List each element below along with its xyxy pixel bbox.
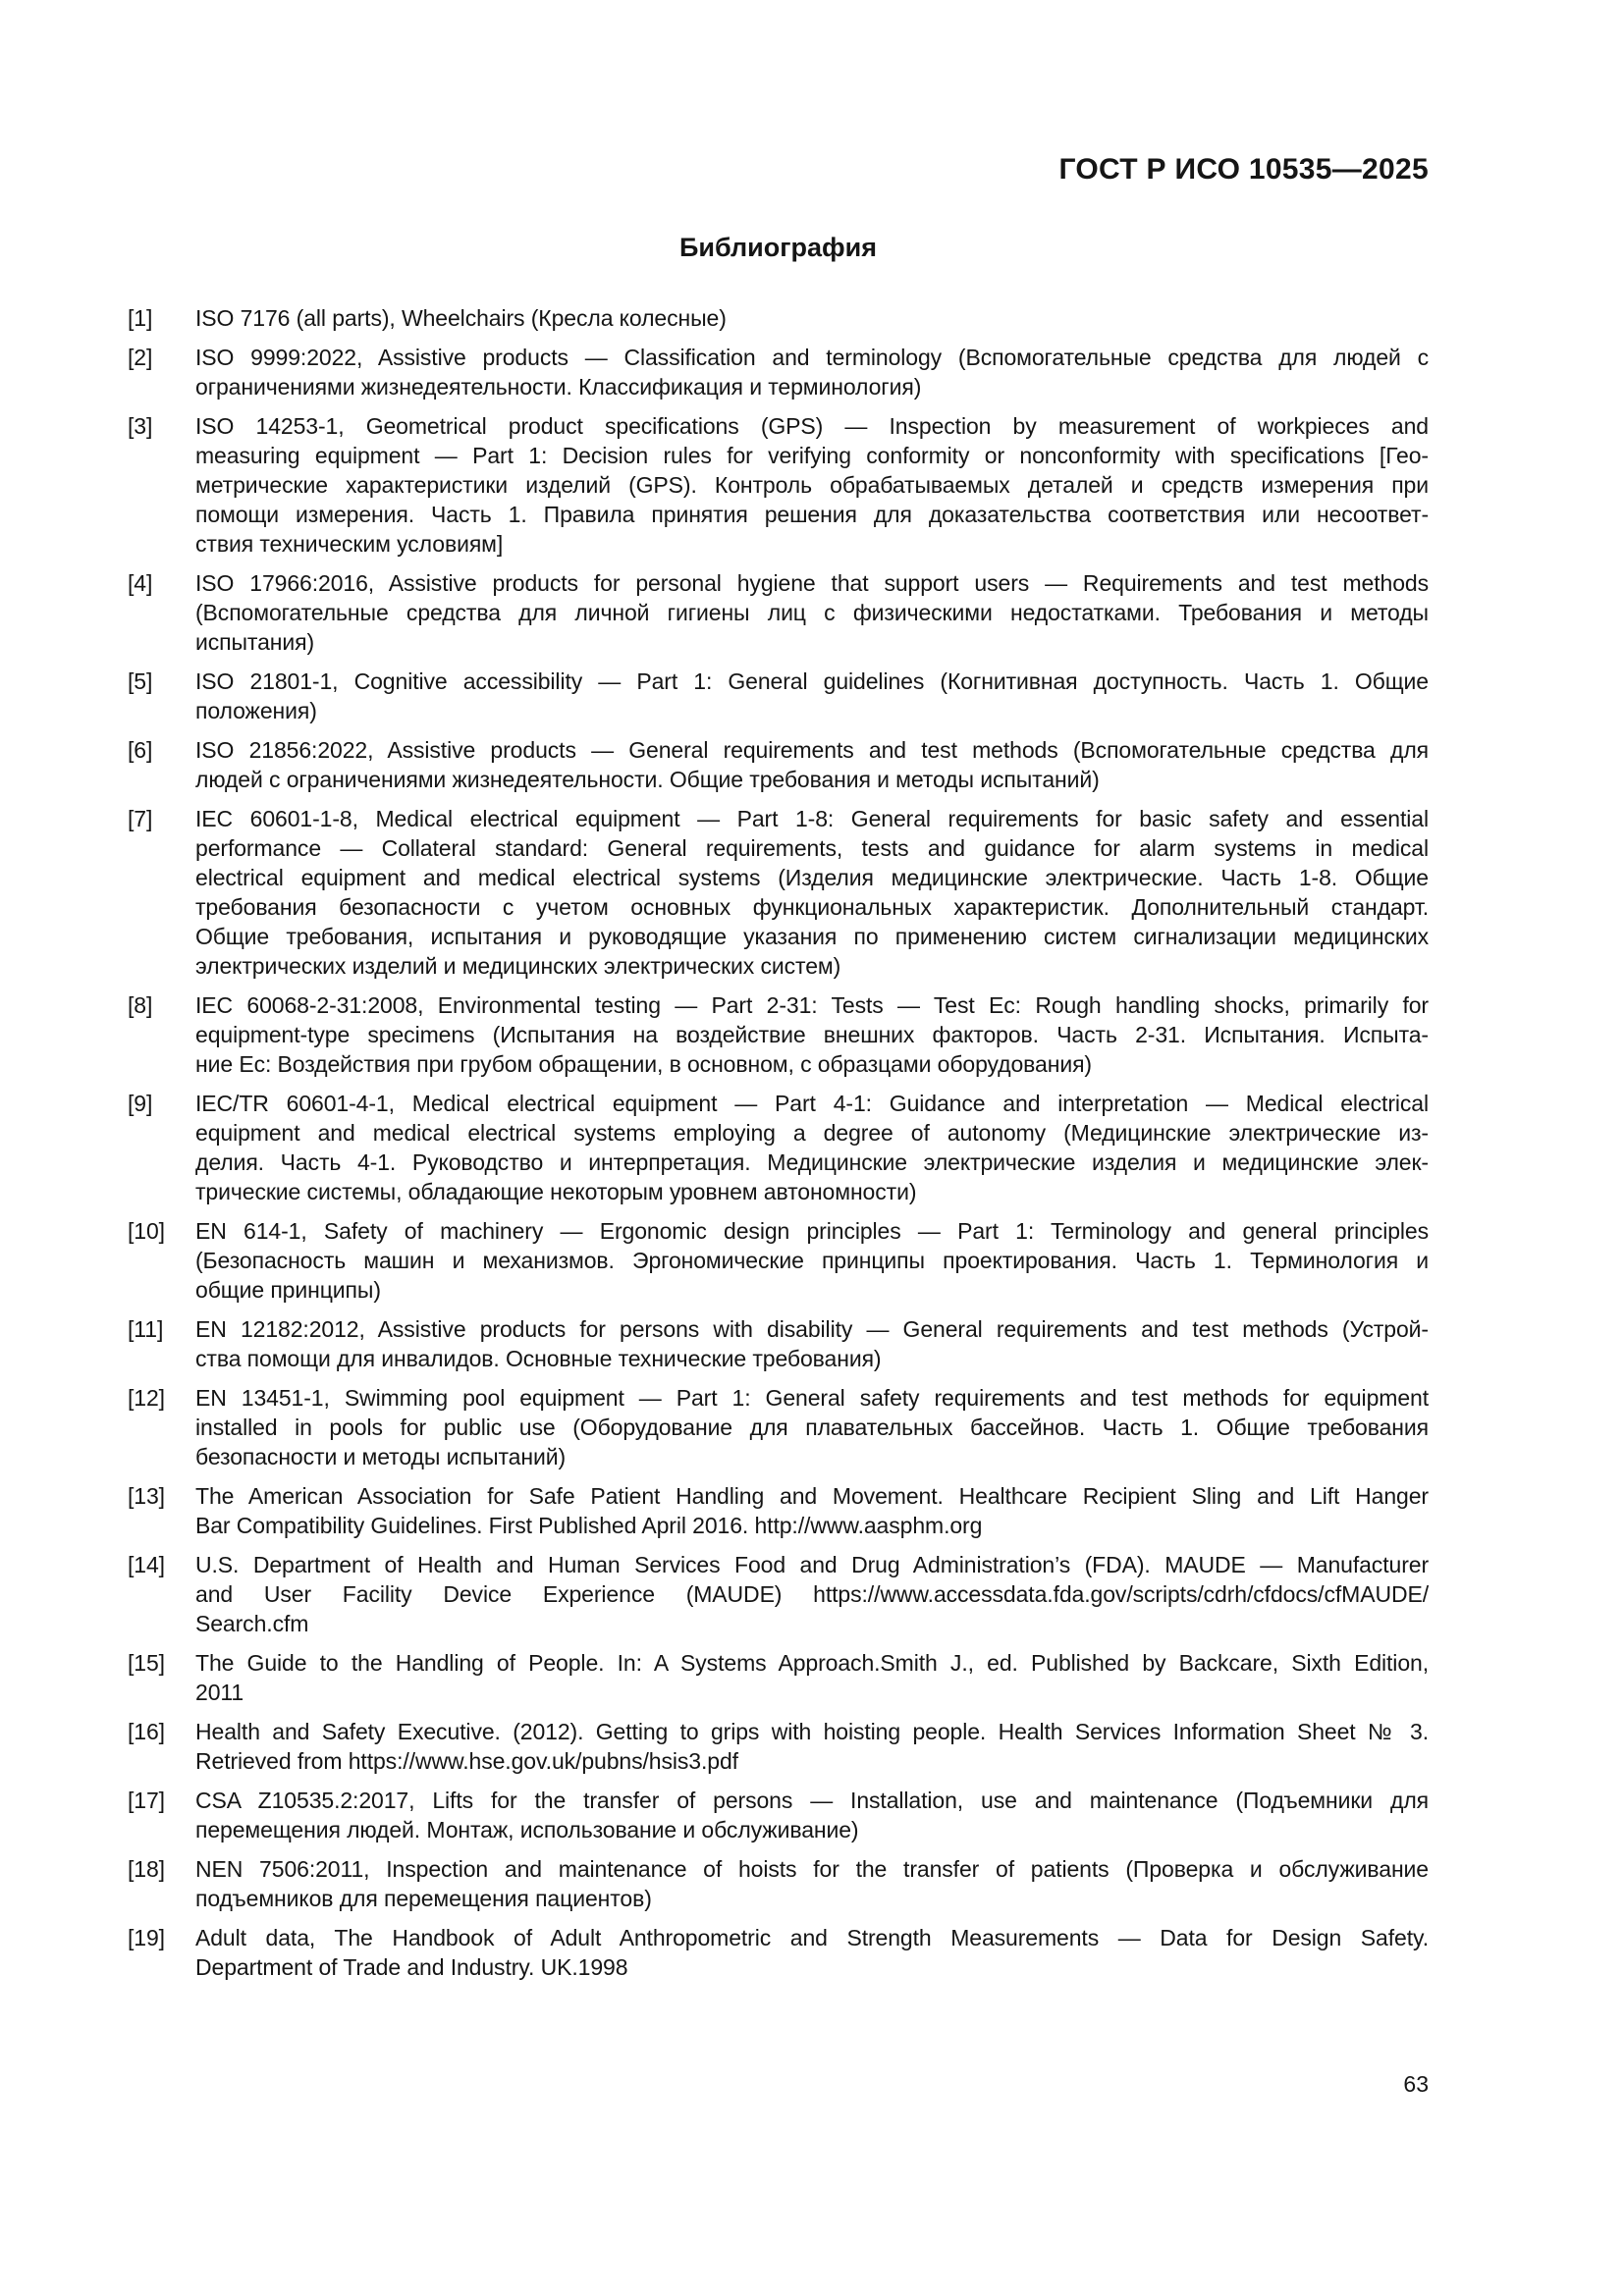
- reference-line: помощи измерения. Часть 1. Правила принятия решения для доказательства соответствия или несоответ-: [195, 502, 1429, 527]
- reference-item: [128, 1786, 1429, 1844]
- reference-item: [128, 990, 1429, 1079]
- reference-line: Health and Safety Executive. (2012). Getting to grips with hoisting people. Health Services Information Sheet № 3.: [195, 1719, 1429, 1744]
- reference-line: ние Ec: Воздействия при грубом обращении, в основном, с образцами оборудования): [195, 1051, 1092, 1077]
- reference-lines: [195, 411, 1429, 559]
- reference-line: CSA Z10535.2:2017, Lifts for the transfer of persons — Installation, use and maintenance (Подъемники для: [195, 1788, 1429, 1813]
- reference-line: ства помощи для инвалидов. Основные технические требования): [195, 1346, 882, 1371]
- reference-number: [5]: [128, 668, 153, 694]
- reference-lines: [195, 1648, 1429, 1707]
- reference-number: [2]: [128, 345, 153, 370]
- reference-number: [12]: [128, 1385, 165, 1411]
- reference-line: ствия техническим условиям]: [195, 531, 504, 557]
- reference-line: performance — Collateral standard: General requirements, tests and guidance for alarm systems in medical: [195, 835, 1429, 861]
- reference-item: [128, 735, 1429, 794]
- page-number: 63: [1403, 2071, 1429, 2097]
- reference-item: [128, 1550, 1429, 1638]
- reference-lines: [195, 1786, 1429, 1844]
- reference-line: ISO 14253-1, Geometrical product specifications (GPS) — Inspection by measurement of workpieces and: [195, 413, 1429, 439]
- reference-line: метрические характеристики изделий (GPS). Контроль обрабатываемых деталей и средств измерения при: [195, 472, 1429, 498]
- reference-line: EN 13451-1, Swimming pool equipment — Part 1: General safety requirements and test methods for equipment: [195, 1385, 1429, 1411]
- reference-line: and User Facility Device Experience (MAUDE) https://www.accessdata.fda.gov/scripts/cdrh/cfdocs/cfMAUDE/: [195, 1581, 1429, 1607]
- reference-lines: [195, 343, 1429, 401]
- reference-number: [18]: [128, 1856, 165, 1882]
- reference-line: ISO 17966:2016, Assistive products for personal hygiene that support users — Requirements and test methods: [195, 570, 1429, 596]
- reference-lines: [195, 1383, 1429, 1471]
- reference-line: electrical equipment and medical electrical systems (Изделия медицинские электрические. Часть 1-8. Общие: [195, 865, 1429, 890]
- reference-line: Adult data, The Handbook of Adult Anthropometric and Strength Measurements — Data for Design Safety.: [195, 1925, 1429, 1950]
- reference-lines: [195, 303, 1429, 333]
- reference-item: [128, 1923, 1429, 1982]
- reference-line: (Вспомогательные средства для личной гигиены лиц с физическими недостатками. Требования и методы: [195, 600, 1429, 625]
- reference-line: ISO 7176 (all parts), Wheelchairs (Кресла колесные): [195, 305, 727, 331]
- reference-line: трические системы, обладающие некоторым уровнем автономности): [195, 1179, 917, 1204]
- reference-number: [17]: [128, 1788, 165, 1813]
- reference-line: The American Association for Safe Patient Handling and Movement. Healthcare Recipient Sling and Lift Hanger: [195, 1483, 1429, 1509]
- reference-item: [128, 343, 1429, 401]
- reference-line: The Guide to the Handling of People. In: A Systems Approach.Smith J., ed. Published by Backcare, Sixth Edition,: [195, 1650, 1429, 1676]
- reference-lines: [195, 1923, 1429, 1982]
- reference-lines: [195, 1216, 1429, 1305]
- reference-line: Retrieved from https://www.hse.gov.uk/pubns/hsis3.pdf: [195, 1748, 738, 1774]
- reference-line: Общие требования, испытания и руководящие указания по применению систем сигнализации медицинских: [195, 924, 1429, 949]
- reference-item: [128, 568, 1429, 657]
- reference-lines: [195, 1717, 1429, 1776]
- reference-item: [128, 1216, 1429, 1305]
- reference-lines: [195, 667, 1429, 725]
- reference-line: U.S. Department of Health and Human Services Food and Drug Administration’s (FDA). MAUDE — Manufacturer: [195, 1552, 1429, 1577]
- reference-number: [15]: [128, 1650, 165, 1676]
- reference-line: людей с ограничениями жизнедеятельности. Общие требования и методы испытаний): [195, 767, 1100, 792]
- reference-number: [19]: [128, 1925, 165, 1950]
- reference-number: [11]: [128, 1316, 164, 1342]
- reference-number: [9]: [128, 1091, 153, 1116]
- reference-line: перемещения людей. Монтаж, использование и обслуживание): [195, 1817, 859, 1842]
- reference-line: безопасности и методы испытаний): [195, 1444, 567, 1469]
- reference-number: [10]: [128, 1218, 165, 1244]
- reference-line: общие принципы): [195, 1277, 381, 1303]
- reference-item: [128, 1089, 1429, 1206]
- reference-lines: [195, 1550, 1429, 1638]
- reference-item: [128, 303, 1429, 333]
- reference-line: Bar Compatibility Guidelines. First Published April 2016. http://www.aasphm.org: [195, 1513, 983, 1538]
- reference-number: [6]: [128, 737, 153, 763]
- reference-number: [14]: [128, 1552, 165, 1577]
- reference-line: ISO 21856:2022, Assistive products — General requirements and test methods (Вспомогательные средства для: [195, 737, 1429, 763]
- reference-number: [1]: [128, 305, 153, 331]
- reference-line: NEN 7506:2011, Inspection and maintenance of hoists for the transfer of patients (Проверка и обслуживание: [195, 1856, 1429, 1882]
- reference-line: EN 614-1, Safety of machinery — Ergonomic design principles — Part 1: Terminology and general principles: [195, 1218, 1429, 1244]
- reference-item: [128, 411, 1429, 559]
- reference-lines: [195, 1314, 1429, 1373]
- reference-number: [7]: [128, 806, 153, 831]
- reference-number: [3]: [128, 413, 153, 439]
- reference-line: положения): [195, 698, 317, 723]
- reference-lines: [195, 568, 1429, 657]
- reference-line: электрических изделий и медицинских электрических систем): [195, 953, 841, 979]
- reference-item: [128, 1854, 1429, 1913]
- standard-designation: ГОСТ Р ИСО 10535—2025: [1058, 153, 1429, 186]
- reference-line: IEC 60068-2-31:2008, Environmental testing — Part 2-31: Tests — Test Ec: Rough handling shocks, primarily for: [195, 992, 1429, 1018]
- reference-item: [128, 1717, 1429, 1776]
- reference-line: Department of Trade and Industry. UK.1998: [195, 1954, 628, 1980]
- reference-line: equipment-type specimens (Испытания на воздействие внешних факторов. Часть 2-31. Испытания. Испыта-: [195, 1022, 1429, 1047]
- page-content: [128, 0, 1429, 1992]
- reference-line: measuring equipment — Part 1: Decision rules for verifying conformity or nonconformity with specifications [Гео-: [195, 443, 1429, 468]
- page-title: Библиография: [679, 233, 877, 262]
- reference-number: [16]: [128, 1719, 165, 1744]
- reference-line: EN 12182:2012, Assistive products for persons with disability — General requirements and test methods (Устрой-: [195, 1316, 1429, 1342]
- reference-number: [13]: [128, 1483, 165, 1509]
- reference-number: [4]: [128, 570, 153, 596]
- reference-line: 2011: [195, 1680, 244, 1705]
- reference-item: [128, 667, 1429, 725]
- bibliography-list: [128, 303, 1429, 1982]
- reference-item: [128, 1383, 1429, 1471]
- reference-line: подъемников для перемещения пациентов): [195, 1886, 652, 1911]
- reference-line: (Безопасность машин и механизмов. Эргономические принципы проектирования. Часть 1. Терминология и: [195, 1248, 1429, 1273]
- reference-lines: [195, 1089, 1429, 1206]
- reference-item: [128, 1481, 1429, 1540]
- reference-line: ISO 21801-1, Cognitive accessibility — Part 1: General guidelines (Когнитивная доступность. Часть 1. Общие: [195, 668, 1429, 694]
- reference-number: [8]: [128, 992, 153, 1018]
- reference-line: equipment and medical electrical systems employing a degree of autonomy (Медицинские электрические из-: [195, 1120, 1429, 1146]
- reference-line: Search.cfm: [195, 1611, 309, 1636]
- reference-lines: [195, 990, 1429, 1079]
- reference-item: [128, 804, 1429, 981]
- reference-lines: [195, 804, 1429, 981]
- reference-line: требования безопасности с учетом основных функциональных характеристик. Дополнительный стандарт.: [195, 894, 1429, 920]
- reference-line: испытания): [195, 629, 315, 655]
- reference-item: [128, 1648, 1429, 1707]
- reference-line: installed in pools for public use (Оборудование для плавательных бассейнов. Часть 1. Общие требования: [195, 1415, 1429, 1440]
- reference-line: делия. Часть 4-1. Руководство и интерпретация. Медицинские электрические изделия и медицинские элек-: [195, 1149, 1429, 1175]
- reference-line: IEC/TR 60601-4-1, Medical electrical equipment — Part 4-1: Guidance and interpretation — Medical electrical: [195, 1091, 1429, 1116]
- reference-lines: [195, 1481, 1429, 1540]
- reference-lines: [195, 735, 1429, 794]
- reference-line: IEC 60601-1-8, Medical electrical equipment — Part 1-8: General requirements for basic safety and essential: [195, 806, 1429, 831]
- reference-item: [128, 1314, 1429, 1373]
- reference-line: ограничениями жизнедеятельности. Классификация и терминология): [195, 374, 922, 400]
- reference-line: ISO 9999:2022, Assistive products — Classification and terminology (Вспомогательные средства для людей с: [195, 345, 1429, 370]
- reference-lines: [195, 1854, 1429, 1913]
